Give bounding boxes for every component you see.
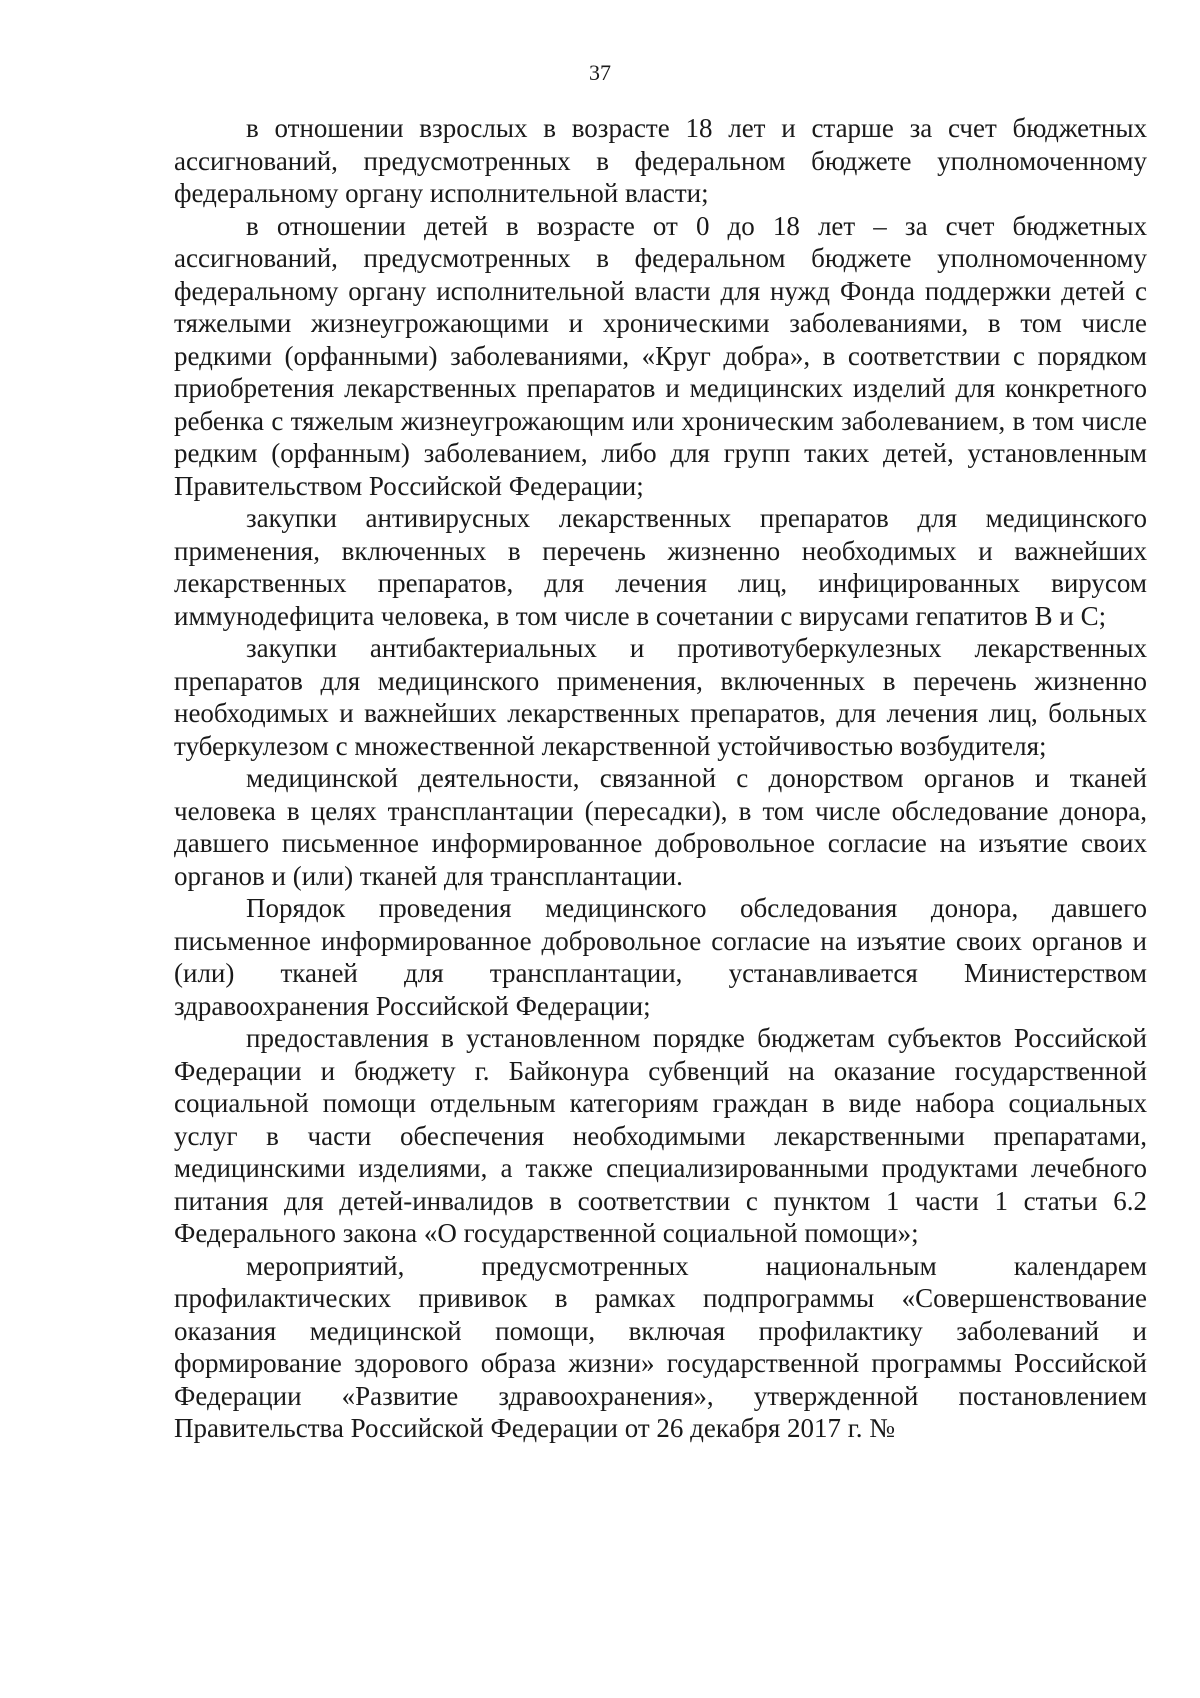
paragraph-adults-budget: в отношении взрослых в возрасте 18 лет и старше за счет бюджетных ассигнований, предусмотренных в федеральном бюджете уполномоченному федеральному органу исполнительной власти; (174, 113, 1147, 208)
paragraph-antibacterial-purchases: закупки антибактериальных и противотуберкулезных лекарственных препаратов для медицинского применения, включенных в перечень жизненно необходимых и важнейших лекарственных препаратов, для лечения лиц, больных туберкулезом с множественной лекарственной устойчивостью возбудителя; (174, 633, 1147, 761)
paragraph-subventions: предоставления в установленном порядке бюджетам субъектов Российской Федерации и бюджету г. Байконура субвенций на оказание государственной социальной помощи отдельным категориям граждан в виде набора социальных услуг в части обеспечения необходимыми лекарственными препаратами, медицинскими изделиями, а также специализированными продуктами лечебного питания для детей-инвалидов в соответствии с пунктом 1 части 1 статьи 6.2 Федерального закона «О государственной социальной помощи»; (174, 1023, 1147, 1248)
page-number: 37 (589, 60, 611, 85)
paragraph-donor-examination: Порядок проведения медицинского обследования донора, давшего письменное информированное добровольное согласие на изъятие своих органов и (или) тканей для трансплантации, устанавливается Министерством здравоохранения Российской Федерации; (174, 893, 1147, 1021)
paragraph-children-budget: в отношении детей в возрасте от 0 до 18 лет – за счет бюджетных ассигнований, предусмотренных в федеральном бюджете уполномоченному федеральному органу исполнительной власти для нужд Фонда поддержки детей с тяжелыми жизнеугрожающими и хроническими заболеваниями, в том числе редкими (орфанными) заболеваниями, «Круг добра», в соответствии с порядком приобретения лекарственных препаратов и медицинских изделий для конкретного ребенка с тяжелым жизнеугрожающим или хроническим заболеванием, в том числе редким (орфанным) заболеванием, либо для групп таких детей, установленным Правительством Российской Федерации; (174, 210, 1147, 501)
paragraph-organ-donation: медицинской деятельности, связанной с донорством органов и тканей человека в целях трансплантации (пересадки), в том числе обследование донора, давшего письменное информированное добровольное согласие на изъятие своих органов и (или) тканей для трансплантации. (174, 763, 1147, 891)
paragraph-antiviral-purchases: закупки антивирусных лекарственных препаратов для медицинского применения, включенных в перечень жизненно необходимых и важнейших лекарственных препаратов, для лечения лиц, инфицированных вирусом иммунодефицита человека, в том числе в сочетании с вирусами гепатитов B и C; (174, 503, 1147, 631)
paragraph-vaccination-calendar: мероприятий, предусмотренных национальным календарем профилактических прививок в рамках подпрограммы «Совершенствование оказания медицинской помощи, включая профилактику заболеваний и формирование здорового образа жизни» государственной программы Российской Федерации «Развитие здравоохранения», утвержденной постановлением Правительства Российской Федерации от 26 декабря 2017 г. № (174, 1250, 1147, 1443)
document-body (174, 112, 1147, 1445)
